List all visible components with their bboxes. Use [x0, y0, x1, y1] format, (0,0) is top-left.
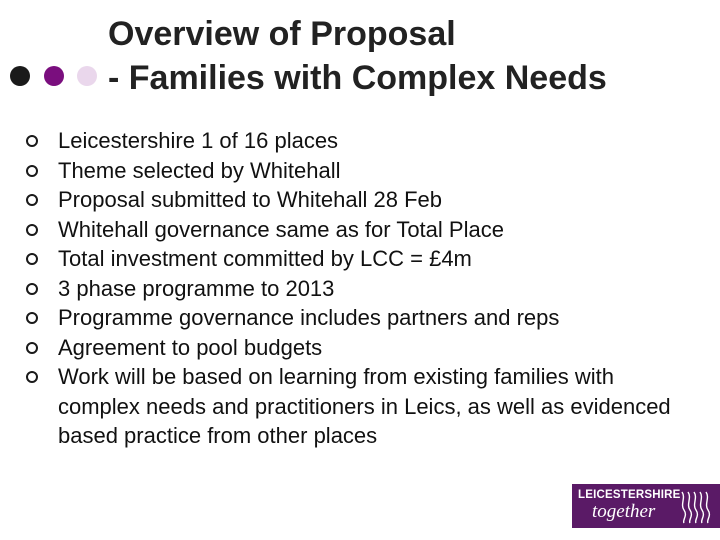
logo-name-bottom: together — [592, 501, 656, 522]
decorative-dots — [0, 66, 100, 86]
ring-bullet-icon — [26, 312, 38, 324]
bullet-text: Agreement to pool budgets — [58, 334, 323, 360]
slide-title — [108, 12, 708, 100]
ring-bullet-icon — [26, 135, 38, 147]
ring-bullet-icon — [26, 165, 38, 177]
bullet-item — [26, 303, 696, 333]
bullet-text: Leicestershire 1 of 16 places — [58, 128, 339, 153]
leicestershire-together-logo — [572, 484, 720, 528]
bullet-text: Programme governance includes partners and reps — [58, 305, 560, 330]
bullet-item — [26, 274, 696, 304]
ring-bullet-icon — [26, 342, 38, 354]
bullet-item — [26, 185, 696, 215]
title-line-2: - Families with Complex Needs — [108, 59, 607, 97]
ring-bullet-icon — [26, 283, 38, 295]
wave-lines-icon — [680, 490, 716, 524]
bullet-item — [26, 362, 696, 451]
bullet-text: 3 phase programme to 2013 — [58, 275, 335, 301]
bullet-text: Theme selected by Whitehall — [58, 157, 341, 183]
title-line-1: Overview of Proposal — [108, 15, 456, 53]
light-dot-icon — [77, 66, 97, 86]
logo-name-top: LEICESTERSHIRE — [578, 489, 681, 501]
bullet-list — [26, 126, 696, 451]
bullet-item — [26, 156, 696, 186]
bullet-item — [26, 333, 696, 363]
bullet-item — [26, 244, 696, 274]
bullet-text: Work will be based on learning from existing families with complex needs and practitioners in Leics, as well as evidenced based practice from other places — [58, 364, 671, 448]
bullet-item — [26, 215, 696, 245]
bullet-text: Proposal submitted to Whitehall 28 Feb — [58, 187, 442, 212]
dark-dot-icon — [10, 66, 30, 86]
purple-dot-icon — [44, 66, 64, 86]
ring-bullet-icon — [26, 253, 38, 265]
bullet-text: Total investment committed by LCC = £4m — [58, 246, 472, 271]
ring-bullet-icon — [26, 371, 38, 383]
bullet-text: Whitehall governance same as for Total Place — [58, 216, 504, 242]
bullet-item — [26, 126, 696, 156]
ring-bullet-icon — [26, 194, 38, 206]
ring-bullet-icon — [26, 224, 38, 236]
